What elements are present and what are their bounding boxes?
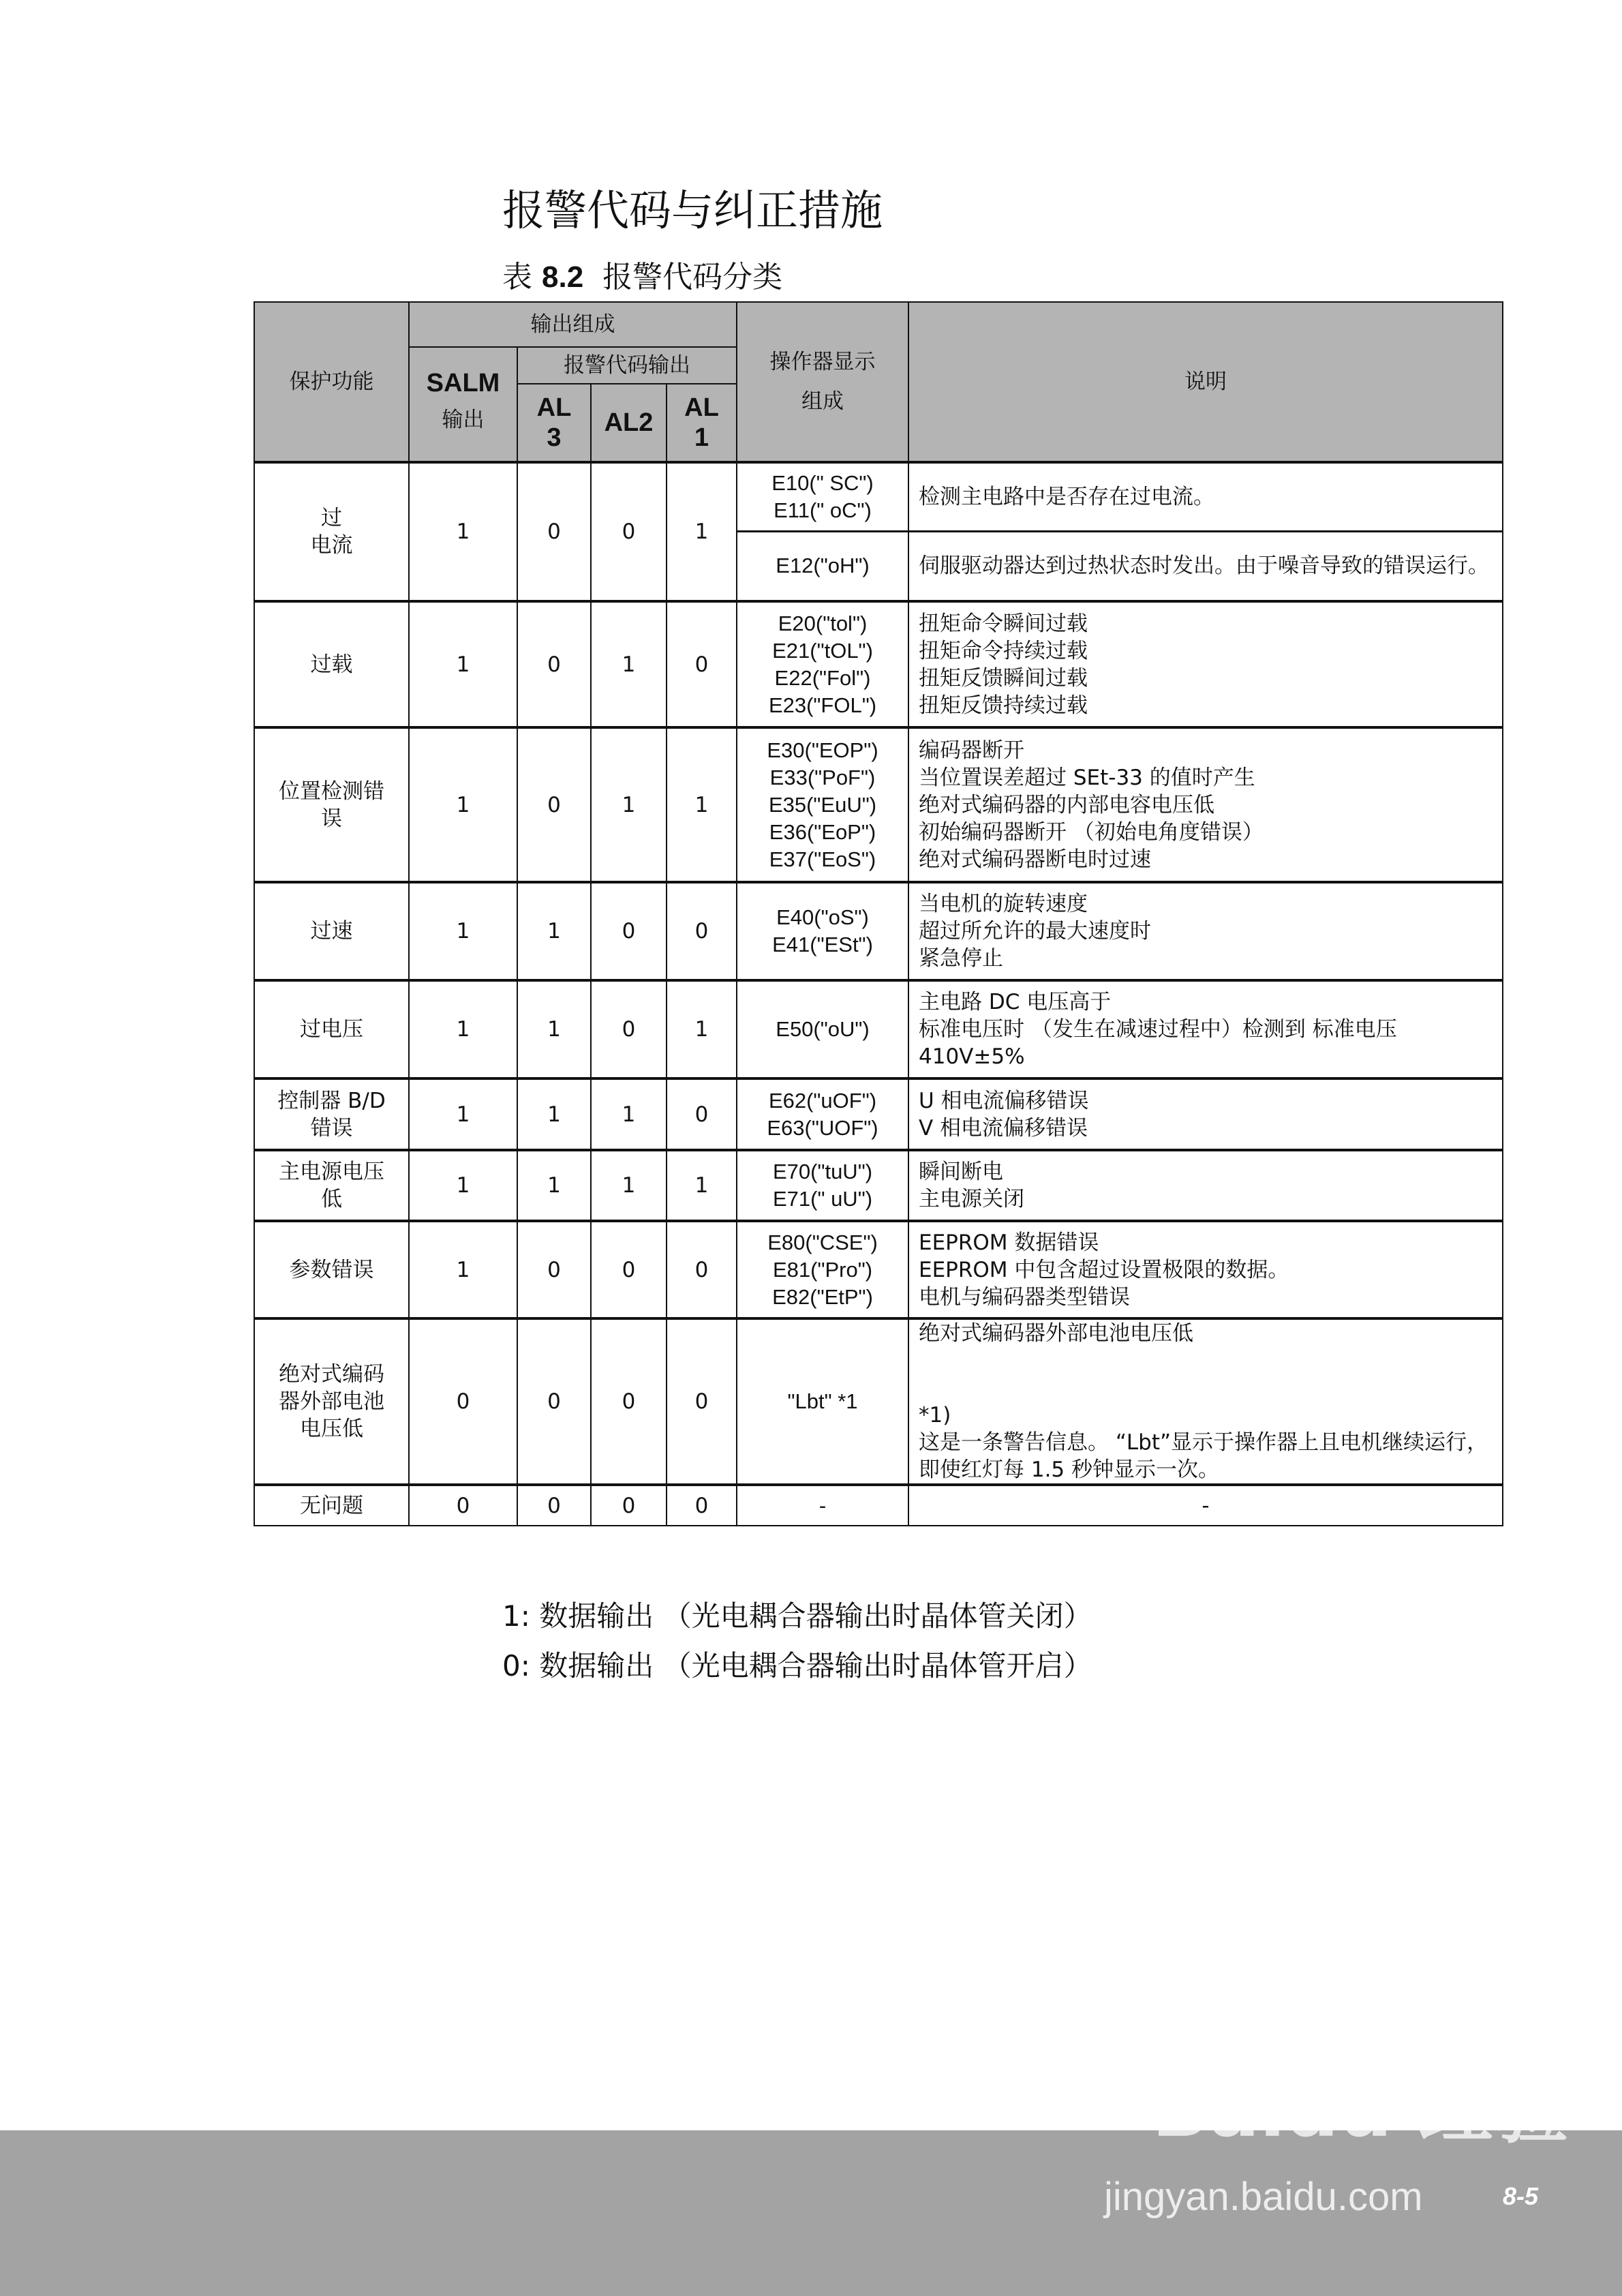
al2-value-text: 1 [622, 792, 636, 817]
alarm-code-table [254, 301, 1503, 1526]
table-row [254, 1318, 1503, 1485]
al3-value [517, 1221, 591, 1318]
al2-value-text: 1 [622, 1102, 636, 1127]
header-desc: 说明 [908, 302, 1503, 462]
al3-value-text: 1 [547, 1017, 561, 1042]
header-output-group: 输出组成 [409, 302, 737, 347]
salm-value [409, 980, 517, 1078]
display-codes [737, 882, 908, 980]
al3-value [517, 727, 591, 882]
display-codes-text: E62("uOF") E63("UOF") [767, 1088, 878, 1140]
al1-value-text: 1 [694, 1173, 709, 1198]
description-text: EEPROM 数据错误 EEPROM 中包含超过设置极限的数据。 电机与编码器类型错误 [919, 1230, 1289, 1310]
display-codes-text: - [818, 1493, 827, 1517]
description [908, 531, 1503, 601]
description [908, 980, 1503, 1078]
display-codes [737, 1485, 908, 1526]
description-text: 伺服驱动器达到过热状态时发出。由于噪音导致的错误运行。 [919, 554, 1489, 579]
description-text: 扭矩命令瞬间过载 扭矩命令持续过载 扭矩反馈瞬间过载 扭矩反馈持续过载 [919, 611, 1088, 718]
baidu-watermark-logo: Baidu 经验 [1152, 2066, 1569, 2154]
protect-function-text: 过速 [310, 919, 353, 943]
protect-function-text: 绝对式编码 器外部电池 电压低 [279, 1362, 384, 1441]
al2-value-text: 0 [622, 519, 636, 544]
al2-value [591, 882, 667, 980]
page-number: 8-5 [1503, 2182, 1539, 2210]
header-salm: SALM 输出 [409, 347, 517, 462]
protect-function [254, 1221, 409, 1318]
display-codes-text: "Lbt" *1 [787, 1389, 858, 1413]
table-row [254, 601, 1503, 727]
al1-value [667, 882, 737, 980]
description-text: 当电机的旋转速度 超过所允许的最大速度时 紧急停止 [919, 892, 1151, 971]
protect-function [254, 1318, 409, 1485]
salm-value [409, 1221, 517, 1318]
al1-value [667, 1485, 737, 1526]
caption-number: 8.2 [542, 260, 584, 294]
display-codes [737, 462, 908, 531]
al1-value [667, 1318, 737, 1485]
table-row [254, 1221, 1503, 1318]
display-codes [737, 1221, 908, 1318]
protect-function [254, 980, 409, 1078]
display-codes [737, 727, 908, 882]
al2-value [591, 1485, 667, 1526]
salm-value [409, 727, 517, 882]
display-codes-text: E10(" SC") E11(" oC") [771, 470, 874, 522]
protect-function [254, 462, 409, 601]
al3-value [517, 1150, 591, 1221]
header-al1: AL 1 [667, 384, 737, 462]
salm-value [409, 1078, 517, 1150]
salm-value-text: 0 [456, 1389, 470, 1414]
note-0: 0: 数据输出 （光电耦合器输出时晶体管开启） [502, 1649, 1092, 1682]
header-al2: AL2 [591, 384, 667, 462]
al3-value [517, 601, 591, 727]
description-text: 编码器断开 当位置误差超过 SEt-33 的值时产生 绝对式编码器的内部电容电压低 初始编码器断开 （初始电角度错误） 绝对式编码器断电时过速 [919, 738, 1264, 872]
al3-value [517, 1078, 591, 1150]
al1-value-text: 1 [694, 1017, 709, 1042]
protect-function [254, 1078, 409, 1150]
protect-function-text: 无问题 [300, 1493, 363, 1518]
table-row [254, 1485, 1503, 1526]
al3-value-text: 1 [547, 919, 561, 943]
al1-value-text: 0 [694, 919, 709, 943]
display-codes [737, 601, 908, 727]
al3-value-text: 0 [547, 652, 561, 677]
al2-value-text: 0 [622, 1017, 636, 1042]
al3-value [517, 462, 591, 601]
al2-value [591, 462, 667, 601]
display-codes [737, 531, 908, 601]
caption-prefix: 表 [502, 260, 542, 294]
al2-value [591, 601, 667, 727]
protect-function-text: 参数错误 [289, 1257, 374, 1282]
protect-function [254, 1150, 409, 1221]
salm-value [409, 882, 517, 980]
description [908, 1150, 1503, 1221]
table-row [254, 1078, 1503, 1150]
salm-value-text: 1 [456, 1102, 470, 1127]
display-codes [737, 1150, 908, 1221]
description-text: - [1202, 1493, 1210, 1518]
display-codes [737, 980, 908, 1078]
salm-value [409, 1150, 517, 1221]
header-al3: AL 3 [517, 384, 591, 462]
salm-value-text: 1 [456, 652, 470, 677]
protect-function-text: 位置检测错 误 [279, 779, 384, 831]
al2-value [591, 980, 667, 1078]
al1-value [667, 980, 737, 1078]
al1-value [667, 727, 737, 882]
protect-function [254, 601, 409, 727]
description [908, 601, 1503, 727]
salm-value [409, 1318, 517, 1485]
salm-value-text: 1 [456, 792, 470, 817]
description [908, 1221, 1503, 1318]
display-codes-text: E20("tol") E21("tOL") E22("Fol") E23("FOL") [768, 611, 877, 717]
al1-value-text: 0 [694, 1493, 709, 1518]
display-codes-text: E80("CSE") E81("Pro") E82("EtP") [767, 1230, 878, 1309]
al2-value [591, 1221, 667, 1318]
al2-value-text: 0 [622, 1257, 636, 1282]
al1-value-text: 0 [694, 1389, 709, 1414]
display-codes-text: E50("oU") [776, 1017, 870, 1041]
display-codes-text: E40("oS") E41("ESt") [772, 905, 873, 956]
salm-value-text: 1 [456, 1257, 470, 1282]
al3-value [517, 882, 591, 980]
al1-value-text: 1 [694, 792, 709, 817]
display-codes-text: E30("EOP") E33("PoF") E35("EuU") E36("EoP") E37("EoS") [767, 738, 878, 871]
al3-value-text: 0 [547, 792, 561, 817]
al2-value-text: 1 [622, 652, 636, 677]
salm-value-text: 1 [456, 1173, 470, 1198]
table-row [254, 980, 1503, 1078]
description [908, 882, 1503, 980]
table-row [254, 1150, 1503, 1221]
table-row [254, 727, 1503, 882]
description [908, 1078, 1503, 1150]
al1-value [667, 601, 737, 727]
display-codes [737, 1318, 908, 1485]
baidu-watermark-url: jingyan.baidu.com [1104, 2175, 1423, 2219]
al1-value-text: 0 [694, 1257, 709, 1282]
al2-value-text: 0 [622, 1493, 636, 1518]
protect-function-text: 过 电流 [310, 506, 353, 558]
al1-value-text: 1 [694, 519, 709, 544]
al2-value-text: 0 [622, 919, 636, 943]
caption-text: 报警代码分类 [583, 260, 783, 294]
table-row [254, 462, 1503, 531]
al2-value-text: 0 [622, 1389, 636, 1414]
al1-value-text: 0 [694, 652, 709, 677]
description-text: U 相电流偏移错误 V 相电流偏移错误 [919, 1088, 1089, 1141]
al3-value-text: 1 [547, 1173, 561, 1198]
al3-value [517, 980, 591, 1078]
al2-value [591, 1318, 667, 1485]
salm-value-text: 1 [456, 919, 470, 943]
salm-value [409, 1485, 517, 1526]
description [908, 1485, 1503, 1526]
salm-value-text: 1 [456, 519, 470, 544]
table-row [254, 882, 1503, 980]
al3-value [517, 1485, 591, 1526]
salm-value-text: 1 [456, 1017, 470, 1042]
description [908, 462, 1503, 531]
al1-value [667, 1078, 737, 1150]
description-text: 主电路 DC 电压高于 标准电压时 （发生在减速过程中）检测到 标准电压 410V±5% [919, 990, 1397, 1069]
protect-function-text: 过电压 [300, 1017, 363, 1042]
al2-value [591, 727, 667, 882]
description-text: 检测主电路中是否存在过电流。 [919, 484, 1214, 509]
al1-value [667, 1150, 737, 1221]
al1-value [667, 462, 737, 601]
al3-value [517, 1318, 591, 1485]
description-text: 绝对式编码器外部电池电压低 *1) 这是一条警告信息。 “Lbt”显示于操作器上且电机继续运行，即使红灯每 1.5 秒钟显示一次。 [919, 1321, 1488, 1482]
description-text: 瞬间断电 主电源关闭 [919, 1160, 1024, 1211]
al3-value-text: 0 [547, 1257, 561, 1282]
description [908, 1318, 1503, 1485]
al3-value-text: 0 [547, 1389, 561, 1414]
header-protect: 保护功能 [254, 302, 409, 462]
salm-value-text: 0 [456, 1493, 470, 1518]
table-caption [502, 259, 782, 296]
al2-value [591, 1078, 667, 1150]
al2-value-text: 1 [622, 1173, 636, 1198]
al3-value-text: 1 [547, 1102, 561, 1127]
display-codes [737, 1078, 908, 1150]
al3-value-text: 0 [547, 1493, 561, 1518]
salm-value [409, 601, 517, 727]
protect-function [254, 882, 409, 980]
al1-value [667, 1221, 737, 1318]
display-codes-text: E70("tuU") E71(" uU") [772, 1160, 873, 1211]
salm-value [409, 462, 517, 601]
header-alarm-out: 报警代码输出 [517, 347, 737, 384]
protect-function-text: 主电源电压 低 [279, 1160, 384, 1211]
description [908, 727, 1503, 882]
note-1: 1: 数据输出 （光电耦合器输出时晶体管关闭） [502, 1599, 1092, 1633]
al3-value-text: 0 [547, 519, 561, 544]
header-display: 操作器显示 组成 [737, 302, 908, 462]
al2-value [591, 1150, 667, 1221]
protect-function [254, 1485, 409, 1526]
protect-function-text: 控制器 B/D 错误 [277, 1088, 386, 1141]
protect-function-text: 过载 [310, 652, 353, 677]
page-title: 报警代码与纠正措施 [502, 185, 883, 235]
protect-function [254, 727, 409, 882]
display-codes-text: E12("oH") [776, 554, 870, 578]
al1-value-text: 0 [694, 1102, 709, 1127]
